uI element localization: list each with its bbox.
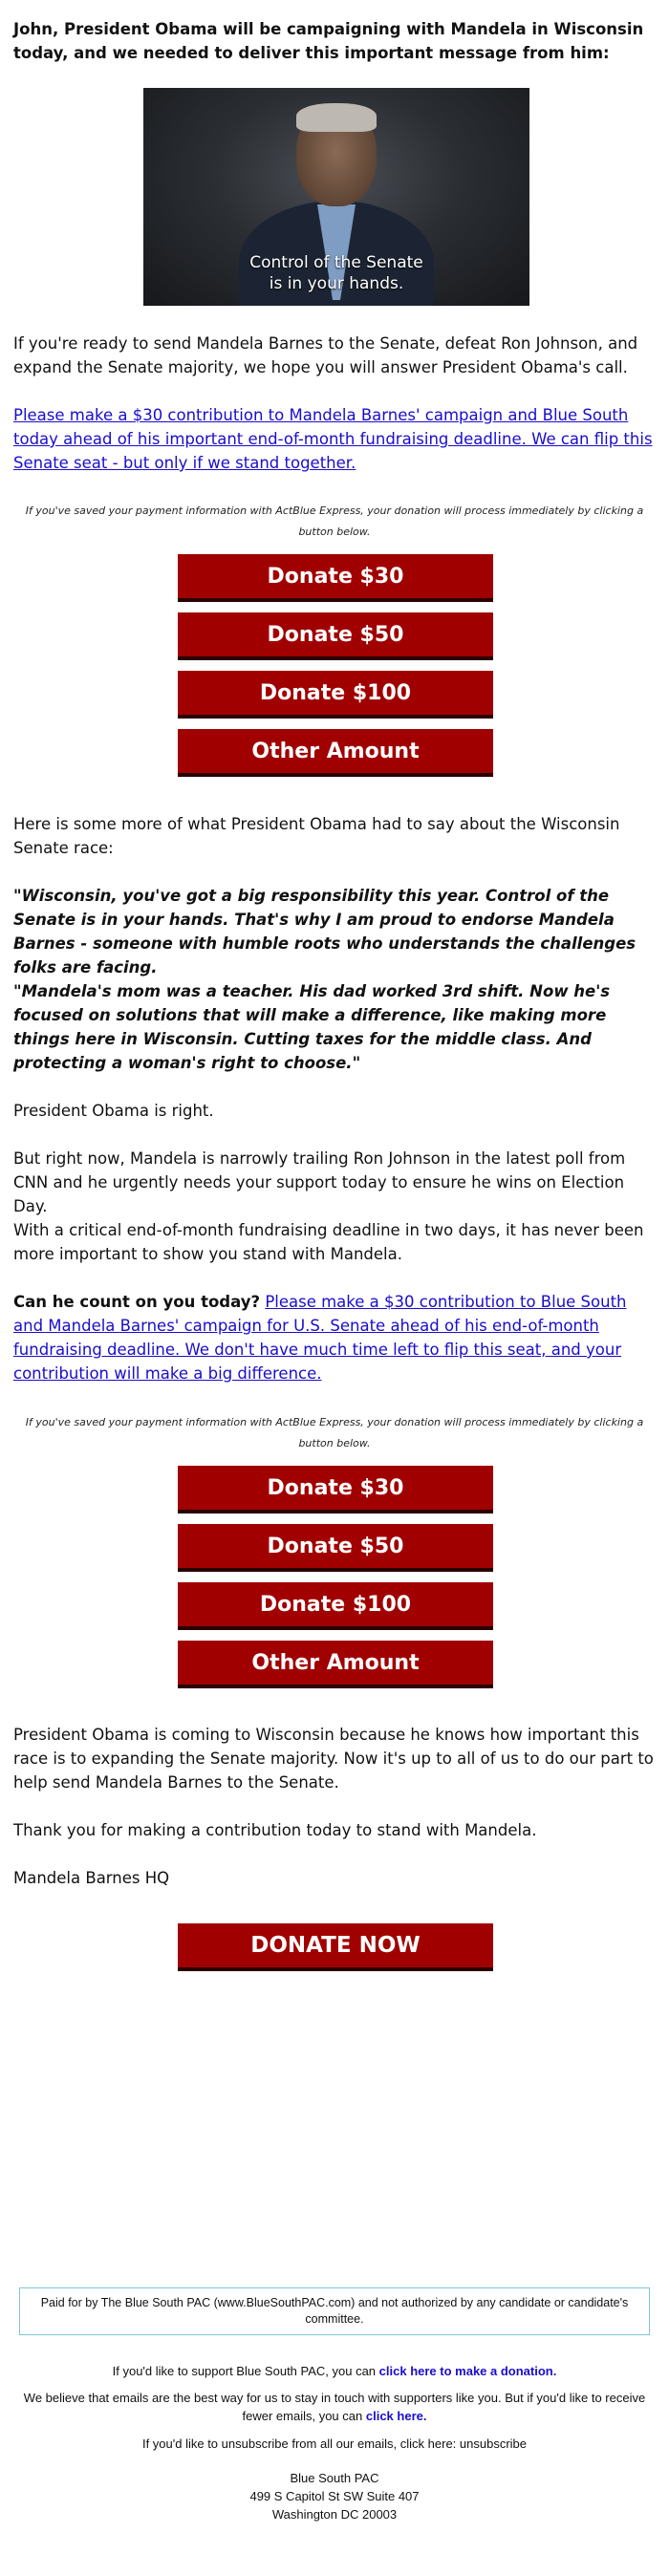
donate-30-button[interactable]: Donate $30 bbox=[178, 554, 493, 598]
footer-emails: We believe that emails are the best way for us to stay in touch with supporters like you. But if you'd like to receive fewer emails, you can click here. bbox=[23, 2391, 646, 2423]
paragraph-thanks: Thank you for making a contribution today to stand with Mandela. bbox=[13, 1821, 537, 1839]
other-amount-button[interactable]: Other Amount bbox=[178, 729, 493, 773]
contribution-link-1[interactable]: Please make a $30 contribution to Mandela Barnes' campaign and Blue South today ahead of his important end-of-month fundraising deadline. We can flip this Senate seat - but only if we stand together. bbox=[13, 406, 653, 472]
video-caption: Control of the Senate is in your hands. bbox=[249, 253, 423, 293]
support-donation-link[interactable]: click here to make a donation. bbox=[378, 2364, 557, 2378]
paragraph-ready: If you're ready to send Mandela Barnes to the Senate, defeat Ron Johnson, and expand the Senate majority, we hope you will answer President Obama's call. bbox=[13, 334, 638, 376]
donate-50-button-2[interactable]: Donate $50 bbox=[178, 1524, 493, 1568]
signature: Mandela Barnes HQ bbox=[13, 1869, 170, 1887]
donate-now-button[interactable]: DONATE NOW bbox=[178, 1923, 493, 1967]
footer-support: If you'd like to support Blue South PAC, you can click here to make a donation. bbox=[112, 2364, 557, 2378]
paragraph-trailing: But right now, Mandela is narrowly trailing Ron Johnson in the latest poll from CNN and he urgently needs your support today to ensure he wins on Election Day. bbox=[13, 1149, 626, 1215]
contribution-link-1-wrap bbox=[13, 403, 656, 475]
paragraph-more: Here is some more of what President Obama had to say about the Wisconsin Senate race: bbox=[13, 815, 620, 857]
footer-address bbox=[19, 2469, 650, 2523]
actblue-note-1: If you've saved your payment information with ActBlue Express, your donation will process immediately by clicking a button below. bbox=[25, 504, 644, 538]
footer-unsubscribe: If you'd like to unsubscribe from all our emails, click here: unsubscribe bbox=[141, 2436, 528, 2451]
donate-100-button-2[interactable]: Donate $100 bbox=[178, 1582, 493, 1626]
org-name: Blue South PAC bbox=[290, 2471, 379, 2485]
obama-video-still[interactable] bbox=[143, 88, 529, 306]
donate-30-button-2[interactable]: Donate $30 bbox=[178, 1466, 493, 1510]
address-line-1: 499 S Capitol St SW Suite 407 bbox=[249, 2489, 420, 2503]
donate-50-button[interactable]: Donate $50 bbox=[178, 612, 493, 656]
unsubscribe-link[interactable]: unsubscribe bbox=[459, 2436, 528, 2451]
paragraph-right: President Obama is right. bbox=[13, 1102, 214, 1120]
obama-quote-2: "Mandela's mom was a teacher. His dad worked 3rd shift. Now he's focused on solutions that will make a difference, like making more things here in Wisconsin. Cutting taxes for the middle class. And protecting a woman's right to choose." bbox=[13, 982, 611, 1072]
count-on-you-lead: Can he count on you today? bbox=[13, 1293, 261, 1311]
paid-for-disclaimer: Paid for by The Blue South PAC (www.BlueSouthPAC.com) and not authorized by any candidate or candidate's committee. bbox=[19, 2287, 650, 2335]
actblue-note-2: If you've saved your payment information with ActBlue Express, your donation will process immediately by clicking a button below. bbox=[25, 1416, 644, 1449]
obama-quote-1: "Wisconsin, you've got a big responsibility this year. Control of the Senate is in your hands. That's why I am proud to endorse Mandela Barnes - someone with humble roots who understands the challenges folks are facing. bbox=[13, 887, 637, 977]
fewer-emails-link[interactable]: click here. bbox=[365, 2409, 427, 2423]
paragraph-deadline: With a critical end-of-month fundraising deadline in two days, it has never been more important to show you stand with Mandela. bbox=[13, 1221, 644, 1263]
contribution-link-2[interactable]: Please make a $30 contribution to Blue South and Mandela Barnes' campaign for U.S. Senate ahead of his end-of-month fundraising deadline. We don't have much time left to flip this seat, and your contribution will make a big difference. bbox=[13, 1293, 627, 1383]
hair-shape bbox=[296, 103, 377, 132]
donate-100-button[interactable]: Donate $100 bbox=[178, 671, 493, 715]
intro-text: John, President Obama will be campaigning with Mandela in Wisconsin today, and we needed to deliver this important message from him: bbox=[13, 20, 644, 62]
address-line-2: Washington DC 20003 bbox=[271, 2507, 398, 2522]
other-amount-button-2[interactable]: Other Amount bbox=[178, 1641, 493, 1685]
paragraph-coming: President Obama is coming to Wisconsin because he knows how important this race is to expanding the Senate majority. Now it's up to all of us to do our part to help send Mandela Barnes to the Senate. bbox=[13, 1726, 654, 1792]
paragraph-count-on-you bbox=[13, 1290, 656, 1385]
